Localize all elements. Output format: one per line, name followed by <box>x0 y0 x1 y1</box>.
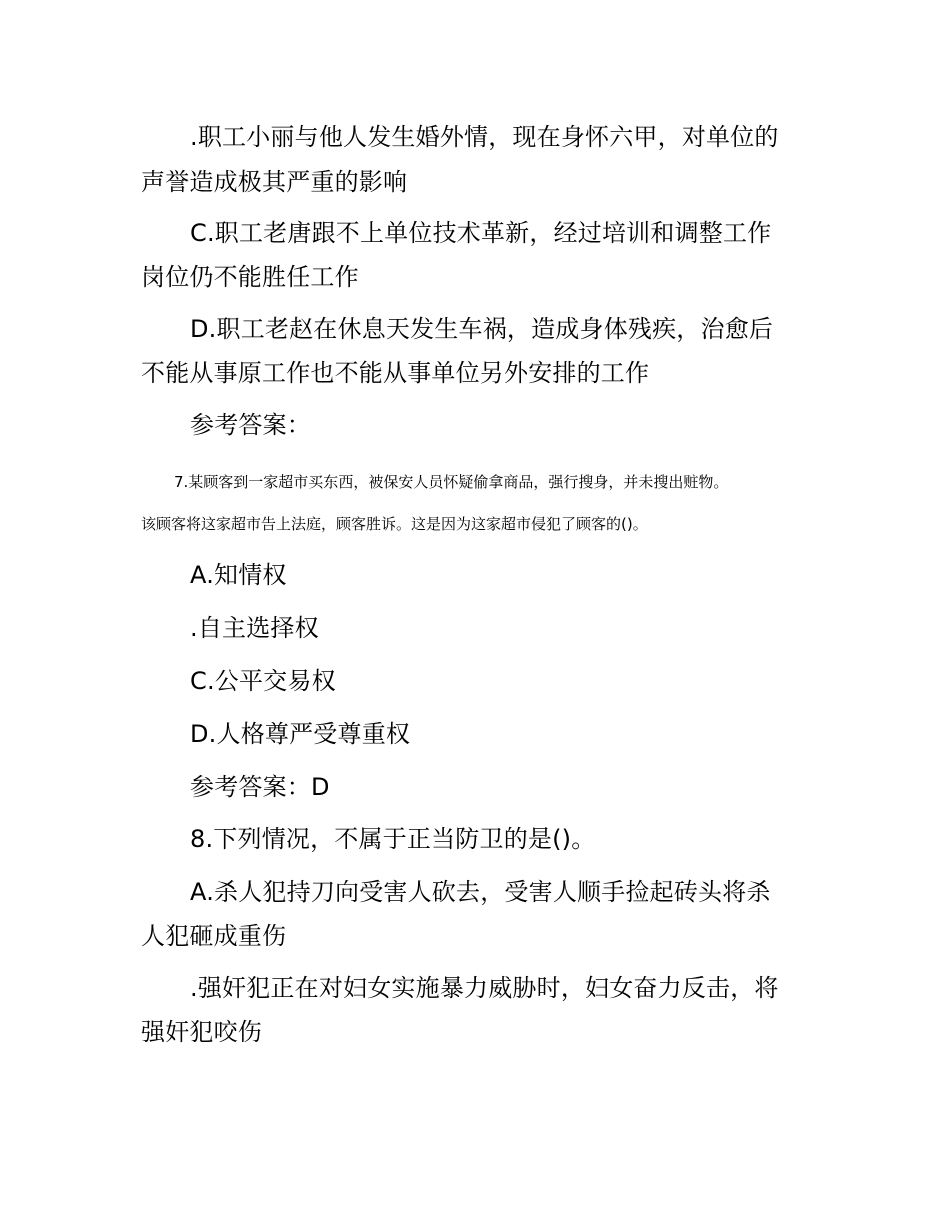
q8-option-a-line1: A.杀人犯持刀向受害人砍去，受害人顺手捡起砖头将杀 <box>190 878 771 906</box>
q6-option-c-line1: C.职工老唐跟不上单位技术革新，经过培训和调整工作 <box>190 219 772 247</box>
q7-option-d: D.人格尊严受尊重权 <box>190 720 411 748</box>
q7-question-line1: 7.某顾客到一家超市买东西，被保安人员怀疑偷拿商品，强行搜身，并未搜出赃物。 <box>174 473 729 491</box>
q6-option-d-line1: D.职工老赵在休息天发生车祸，造成身体残疾，治愈后 <box>190 315 774 343</box>
q8-question: 8.下列情况，不属于正当防卫的是()。 <box>190 825 596 853</box>
q6-answer: 参考答案： <box>190 411 311 439</box>
q6-option-c-line2: 岗位仍不能胜任工作 <box>141 263 359 291</box>
q7-option-b: .自主选择权 <box>190 614 319 642</box>
q8-option-b-line2: 强奸犯咬伤 <box>141 1018 262 1046</box>
q6-option-d-line2: 不能从事原工作也不能从事单位另外安排的工作 <box>141 359 650 387</box>
q7-question-line2: 该顾客将这家超市告上法庭，顾客胜诉。这是因为这家超市侵犯了顾客的()。 <box>141 515 648 533</box>
q7-option-c: C.公平交易权 <box>190 667 336 695</box>
q7-option-a: A.知情权 <box>190 561 287 589</box>
q7-answer: 参考答案：D <box>190 773 330 801</box>
q8-option-a-line2: 人犯砸成重伤 <box>141 922 287 950</box>
q6-option-b-line2: 声誉造成极其严重的影响 <box>141 168 408 196</box>
q6-option-b-line1: .职工小丽与他人发生婚外情，现在身怀六甲，对单位的 <box>190 123 779 151</box>
q8-option-b-line1: .强奸犯正在对妇女实施暴力威胁时，妇女奋力反击，将 <box>190 974 779 1002</box>
